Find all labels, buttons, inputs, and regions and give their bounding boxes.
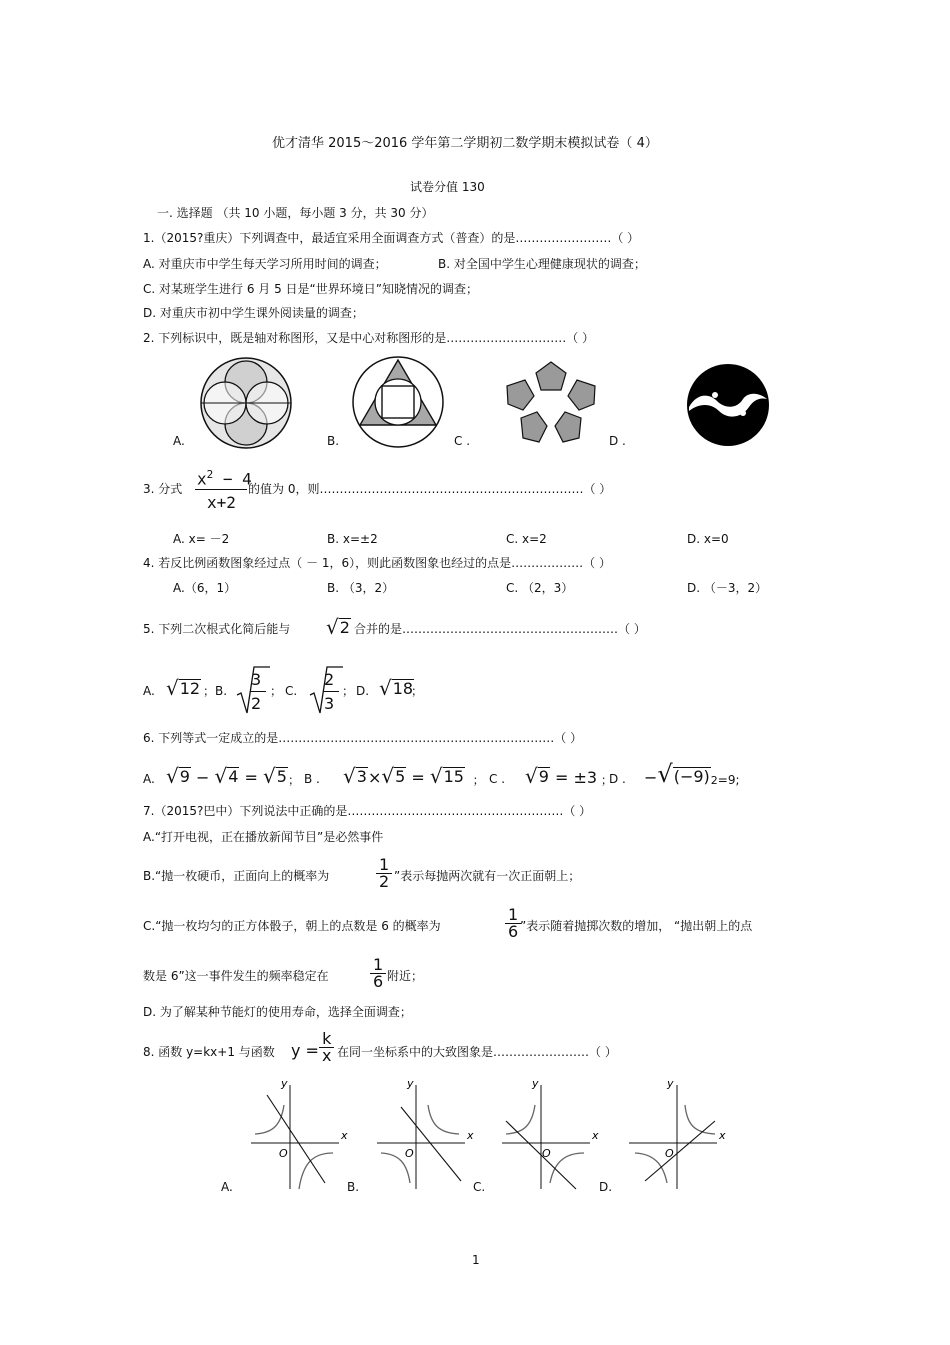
graph-c-origin: O — [542, 1147, 551, 1160]
q3-suffix: 的值为 0，则…………………………………………………………（ ） — [248, 482, 612, 496]
graph-a-x-label: x — [341, 1129, 348, 1142]
q8-func-y: y = — [291, 1041, 319, 1060]
q8-graph-d — [625, 1077, 729, 1191]
q6-expr-a: √ 9 − √ 4 = √ 5 ； — [166, 764, 300, 788]
q5-sep-b: ； — [270, 684, 283, 698]
q5-c-den: 3 — [324, 694, 335, 713]
q8-graph-a — [247, 1077, 351, 1191]
q5-root-2: √ 2 — [326, 615, 350, 639]
q5-root-12: √ 12 — [166, 676, 201, 700]
q2-label-a: A. — [173, 434, 185, 448]
q4-option-a: A.（6，1） — [173, 581, 237, 595]
q6-stem: 6. 下列等式一定成立的是……………………………………………………………（ ） — [143, 731, 583, 745]
q1-option-c: C. 对某班学生进行 6 月 5 日是“世界环境日”知晓情况的调查； — [143, 282, 478, 296]
q5-sep-a: ； — [203, 684, 216, 698]
q5-root-18: √ 18 — [379, 676, 414, 700]
q6-label-a: A. — [143, 772, 155, 786]
graph-d-x-label: x — [719, 1129, 726, 1142]
page-number: 1 — [472, 1253, 480, 1267]
q3-option-a: A. x= －2 — [173, 532, 230, 546]
q5-label-a: A. — [143, 684, 155, 698]
score-line: 试卷分值 130 — [410, 180, 485, 194]
q8-label-b: B. — [347, 1180, 360, 1194]
q8-suffix: 在同一坐标系中的大致图象是……………………（ ） — [337, 1045, 617, 1059]
graph-b-x-label: x — [467, 1129, 474, 1142]
q3-option-d: D. x=0 — [687, 532, 729, 546]
q5-label-c: C. — [285, 684, 298, 698]
symbol-c-pentagons-icon — [503, 360, 599, 448]
q1-option-b: B. 对全国中学生心理健康现状的调查； — [438, 257, 646, 271]
graph-a-y-label: y — [281, 1077, 288, 1090]
q7-frac-half: 1 2 — [376, 857, 392, 890]
q6-label-b: B . — [304, 772, 320, 786]
q4-option-c: C. （2，3） — [506, 581, 574, 595]
graph-c-x-label: x — [592, 1129, 599, 1142]
q5-b-num: 3 — [251, 670, 262, 689]
q5-sep-d: ； — [411, 684, 424, 698]
q3-denominator: x+2 — [207, 493, 236, 512]
graph-d-origin: O — [665, 1147, 674, 1160]
q1-option-a: A. 对重庆市中学生每天学习所用时间的调查； — [143, 257, 387, 271]
q6-expr-b: √ 3 × √ 5 = √ 15 ； — [343, 764, 485, 788]
q2-stem: 2. 下列标识中，既是轴对称图形，又是中心对称图形的是…………………………（ ） — [143, 331, 595, 345]
q8-graph-c — [498, 1077, 602, 1191]
page-title: 优才清华 2015～2016 学年第二学期初二数学期末模拟试卷（ 4） — [272, 136, 658, 151]
q3-numerator: $x^2 - 4$ — [197, 468, 252, 489]
q1-stem: 1.（2015?重庆）下列调查中，最适宜采用全面调查方式（普查）的是……………………（ ） — [143, 231, 640, 245]
q5-b-bar — [250, 691, 266, 692]
q3-prefix: 3. 分式 — [143, 482, 183, 496]
q7-option-c-pre: C.“抛一枚均匀的正方体骰子，朝上的点数是 6 的概率为 — [143, 919, 441, 933]
graph-c-y-label: y — [532, 1077, 539, 1090]
graph-a-origin: O — [279, 1147, 288, 1160]
q4-option-b: B. （3，2） — [327, 581, 395, 595]
q8-label-d: D. — [599, 1180, 613, 1194]
q5-b-den: 2 — [251, 694, 262, 713]
graph-b-y-label: y — [407, 1077, 414, 1090]
q5-c-num: 2 — [324, 670, 335, 689]
q5-label-b: B. — [215, 684, 228, 698]
q5-label-d: D. — [356, 684, 370, 698]
q2-label-b: B. — [327, 434, 340, 448]
q7-frac-sixth-b: 1 6 — [370, 957, 386, 990]
q6-expr-d: − √ (−9) $_2$ =9; — [644, 760, 740, 788]
graph-d-y-label: y — [667, 1077, 674, 1090]
q4-stem: 4. 若反比例函数图象经过点（ － 1，6），则此函数图象也经过的点是………………（ ） — [143, 556, 611, 570]
q6-label-d: D . — [609, 772, 626, 786]
symbol-a-flower-icon — [198, 357, 294, 449]
q7-frac-sixth-a: 1 6 — [505, 907, 521, 940]
graph-b-origin: O — [405, 1147, 414, 1160]
q7-option-c2-post: 附近； — [387, 969, 424, 983]
q8-func-frac: k x — [319, 1031, 334, 1064]
q5-suffix: 合并的是………………………………………………（ ） — [354, 622, 646, 636]
symbol-b-triangle-icon — [350, 355, 446, 449]
q5-prefix: 5. 下列二次根式化简后能与 — [143, 622, 291, 636]
q6-label-c: C . — [489, 772, 506, 786]
q1-option-d: D. 对重庆市初中学生课外阅读量的调查； — [143, 306, 364, 320]
q8-graph-b — [373, 1077, 477, 1191]
q5-sep-c: ； — [342, 684, 355, 698]
q6-expr-c: √ 9 = ±3 ； — [525, 764, 613, 788]
q7-option-c2-pre: 数是 6”这一事件发生的频率稳定在 — [143, 969, 329, 983]
q8-prefix: 8. 函数 y=kx+1 与函数 — [143, 1045, 275, 1059]
q7-option-d: D. 为了解某种节能灯的使用寿命，选择全面调查； — [143, 1005, 412, 1019]
q2-label-c: C . — [454, 434, 471, 448]
q7-option-b-post: ”表示每抛两次就有一次正面朝上； — [394, 869, 581, 883]
q7-option-b-pre: B.“抛一枚硬币，正面向上的概率为 — [143, 869, 330, 883]
q3-option-b: B. x=±2 — [327, 532, 378, 546]
q7-stem: 7.（2015?巴中）下列说法中正确的是………………………………………………（ ） — [143, 804, 592, 818]
q3-option-c: C. x=2 — [506, 532, 547, 546]
q7-option-c-post: ”表示随着抛掷次数的增加， “抛出朝上的点 — [520, 919, 753, 933]
q7-option-a: A.“打开电视，正在播放新闻节目”是必然事件 — [143, 830, 384, 844]
symbol-d-yinyang-icon — [685, 363, 771, 447]
q4-option-d: D. （－3，2） — [687, 581, 768, 595]
q8-label-a: A. — [221, 1180, 233, 1194]
q8-label-c: C. — [473, 1180, 486, 1194]
q2-label-d: D . — [609, 434, 626, 448]
q5-c-bar — [323, 691, 339, 692]
q3-fraction-bar — [195, 489, 247, 490]
section-heading: 一. 选择题 （共 10 小题，每小题 3 分，共 30 分） — [157, 206, 434, 220]
